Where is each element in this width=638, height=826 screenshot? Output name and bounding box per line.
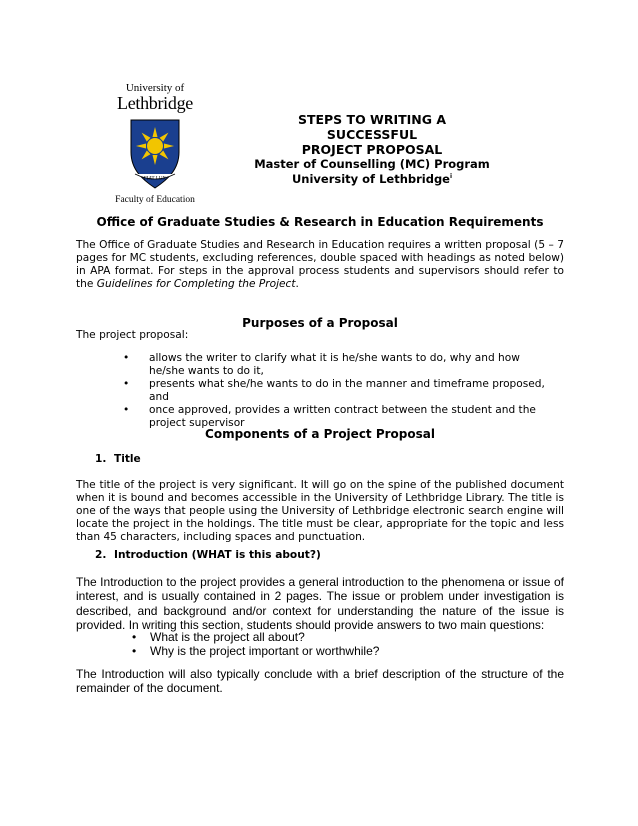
list-item: • What is the project all about? bbox=[132, 630, 532, 644]
office-paragraph: The Office of Graduate Studies and Research in Education requires a written proposal (5 – 7 pages for MC students, excluding references, double spaced with headings as noted below) in APA format. For steps in the approval process students and supervisors should refer to the Guidelines for Completing the Project. bbox=[76, 239, 564, 290]
document-header bbox=[252, 112, 492, 187]
footnote-mark: i bbox=[449, 173, 453, 181]
section-title-heading: 1. Title bbox=[95, 453, 141, 465]
components-heading: Components of a Project Proposal bbox=[205, 427, 435, 441]
questions-list bbox=[132, 630, 532, 659]
purposes-intro: The project proposal: bbox=[76, 329, 189, 341]
subtitle-university: University of Lethbridge$^i$ bbox=[291, 172, 453, 186]
title-line1: STEPS TO WRITING A SUCCESSFUL bbox=[297, 112, 447, 142]
list-item: • once approved, provides a written contract between the student and the project supervisor bbox=[123, 404, 555, 430]
logo-motto: FIAT LUX bbox=[144, 176, 166, 182]
university-logo bbox=[110, 82, 200, 206]
title-paragraph: The title of the project is very significant. It will go on the spine of the published document when it is bound and becomes accessible in the University of Lethbridge Library. The title is one of the ways that people using the University of Lethbridge electronic search engine will locate the project in the holdings. The title must be clear, appropriate for the topic and less than 45 characters, including spaces and punctuation. bbox=[76, 479, 564, 543]
introduction-paragraph: The Introduction to the project provides a general introduction to the phenomena or issue of interest, and is usually contained in 2 pages. The issue or problem under investigation is described, and background and/or context for understanding the nature of the issue is provided. In writing this section, students should provide answers to two main questions: bbox=[76, 575, 564, 633]
list-item: • allows the writer to clarify what it is he/she wants to do, why and how he/she wants to do it, bbox=[123, 352, 555, 378]
title-line2: PROJECT PROPOSAL bbox=[301, 142, 443, 157]
list-item: • Why is the project important or worthwhile? bbox=[132, 644, 532, 658]
introduction-closing: The Introduction will also typically conclude with a brief description of the structure of the remainder of the document. bbox=[76, 667, 564, 696]
logo-faculty: Faculty of Education bbox=[115, 195, 195, 205]
office-heading: Office of Graduate Studies & Research in Education Requirements bbox=[96, 215, 544, 229]
list-item: • presents what she/he wants to do in the manner and timeframe proposed, and bbox=[123, 378, 555, 404]
purposes-list bbox=[123, 352, 555, 430]
logo-university-line1: University of bbox=[125, 82, 185, 94]
subtitle-program: Master of Counselling (MC) Program bbox=[254, 157, 490, 171]
guidelines-reference: Guidelines for Completing the Project bbox=[96, 278, 296, 290]
purposes-heading: Purposes of a Proposal bbox=[242, 316, 398, 330]
section-introduction-heading: 2. Introduction (WHAT is this about?) bbox=[95, 549, 321, 561]
logo-university-line2: Lethbridge bbox=[117, 93, 193, 113]
shield-icon bbox=[125, 116, 185, 192]
